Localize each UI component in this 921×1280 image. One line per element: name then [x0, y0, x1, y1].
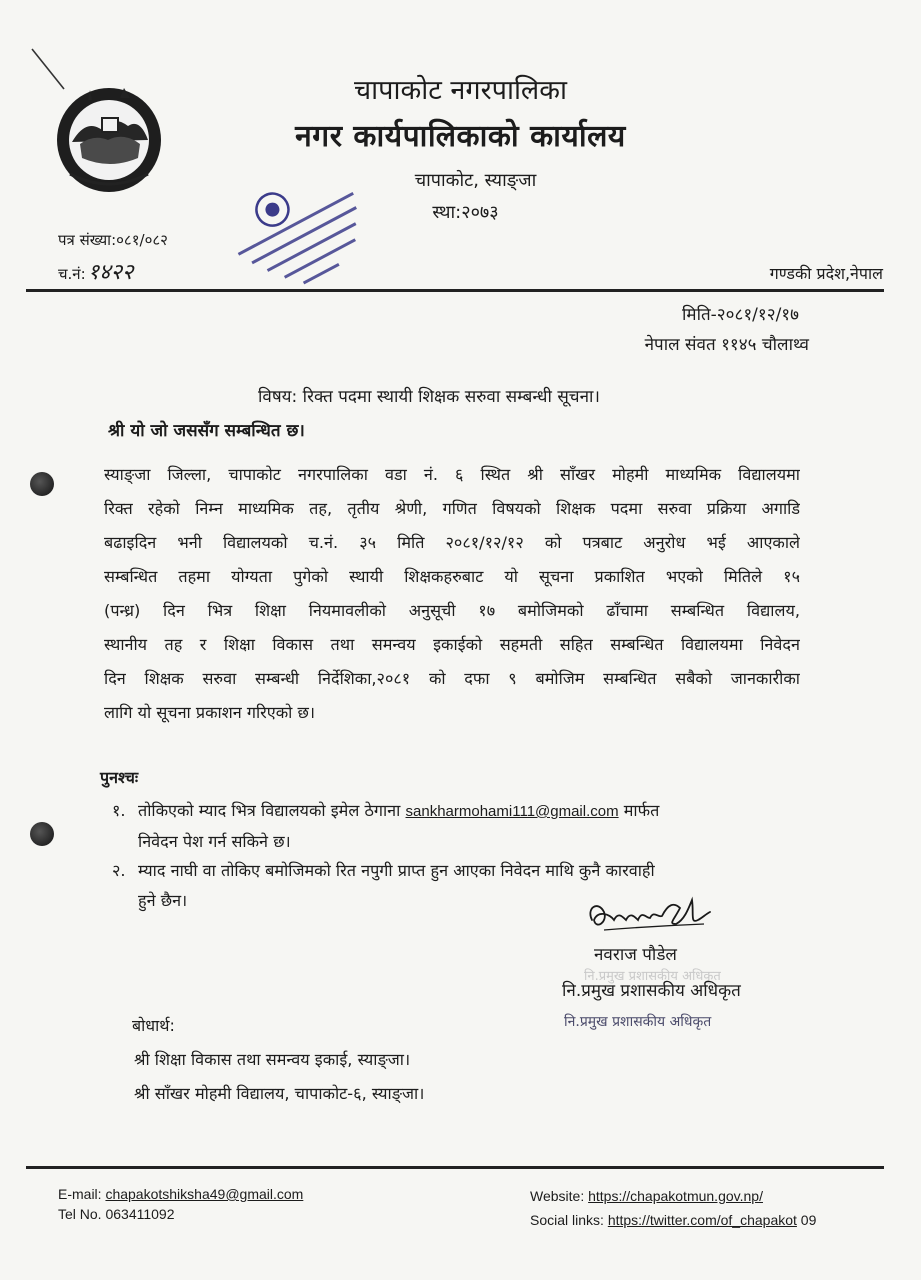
footer-telephone: Tel No. 063411092 [58, 1206, 175, 1222]
signer-title: नि.प्रमुख प्रशासकीय अधिकृत [562, 981, 741, 1001]
office-name: नगर कार्यपालिकाको कार्यालय [295, 119, 626, 154]
office-address: चापाकोट, स्याङ्जा [414, 170, 537, 191]
notice-body [104, 458, 800, 730]
body-line: स्याङ्जा जिल्ला, चापाकोट नगरपालिका वडा नं. ६ स्थित श्री साँखर मोहमी माध्यमिक विद्यालयमा [104, 465, 800, 484]
body-line: बढाइदिन भनी विद्यालयको च.नं. ३५ मिति २०८१/१२/१२ को पत्रबाट अनुरोध भई आएकाले [104, 533, 800, 552]
footer-email [58, 1186, 303, 1202]
postscript-item-1 [112, 796, 812, 857]
letter-date: मिति-२०८१/१२/१७ [682, 305, 799, 325]
cc-label: बोधार्थ: [132, 1016, 175, 1035]
social-link[interactable]: https://twitter.com/of_chapakot [607, 1212, 797, 1228]
established-year: स्था:२०७३ [432, 202, 499, 223]
postscript-number: २. [112, 861, 126, 880]
province: गण्डकी प्रदेश,नेपाल [769, 264, 883, 283]
binder-hole [30, 472, 54, 496]
postscript-text: म्याद नाघी वा तोकिए बमोजिमको रित नपुगी प्राप्त हुन आएका निवेदन माथि कुनै कारवाही [138, 861, 655, 880]
dispatch-label: च.नं: [58, 265, 86, 283]
website-label: Website: [530, 1188, 589, 1204]
faint-title: नि.प्रमुख प्रशासकीय अधिकृत [584, 969, 721, 984]
postscript-number: १. [112, 801, 126, 820]
email-label: E-mail: [58, 1186, 106, 1202]
binder-hole [30, 822, 54, 846]
header-rule [26, 289, 884, 292]
body-line: (पन्ध्र) दिन भित्र शिक्षा नियमावलीको अनुसूची १७ बमोजिमको ढाँचामा सम्बन्धित विद्यालय, [104, 601, 800, 620]
school-email-link[interactable]: sankharmohami111@gmail.com [405, 803, 619, 820]
title-stamp: नि.प्रमुख प्रशासकीय अधिकृत [564, 1014, 712, 1030]
municipality-name: चापाकोट नगरपालिका [354, 75, 567, 106]
body-line: स्थानीय तह र शिक्षा विकास तथा समन्वय इकाईको सहमती सहित सम्बन्धित विद्यालयमा निवेदन [104, 635, 800, 654]
footer-website [530, 1188, 763, 1204]
website-link[interactable]: https://chapakotmun.gov.np/ [588, 1188, 763, 1204]
cc-item: श्री साँखर मोहमी विद्यालय, चापाकोट-६, स्याङ्जा। [134, 1084, 425, 1103]
cc-item: श्री शिक्षा विकास तथा समन्वय इकाई, स्याङ्जा। [134, 1050, 411, 1069]
postscript-label: पुनश्चः [100, 768, 139, 787]
subject-line: विषय: रिक्त पदमा स्थायी शिक्षक सरुवा सम्बन्धी सूचना। [258, 387, 600, 407]
postscript-text: हुने छैन। [138, 891, 188, 910]
postscript-text: मार्फत [618, 801, 660, 820]
dispatch-number [58, 256, 133, 286]
office-email-link[interactable]: chapakotshiksha49@gmail.com [105, 1186, 304, 1202]
footer-rule [26, 1166, 884, 1169]
letter-number: पत्र संख्या:०८१/०८२ [58, 231, 168, 249]
social-label: Social links: [530, 1212, 608, 1228]
body-line: रिक्त रहेको निम्न माध्यमिक तह, तृतीय श्रेणी, गणित विषयको शिक्षक पदमा सरुवा प्रक्रिया अगाडि [104, 499, 800, 518]
social-suffix: 09 [796, 1212, 817, 1228]
postscript-text: तोकिएको म्याद भित्र विद्यालयको इमेल ठेगाना [138, 801, 406, 820]
footer-social [530, 1212, 816, 1228]
body-line: दिन शिक्षक सरुवा सम्बन्धी निर्देशिका,२०८१ को दफा ९ बमोजिम सम्बन्धित सबैको जानकारीका [104, 669, 800, 688]
body-line: लागि यो सूचना प्रकाशन गरिएको छ। [104, 703, 315, 722]
postscript-text: निवेदन पेश गर्न सकिने छ। [138, 832, 291, 851]
signer-name: नवराज पौडेल [594, 945, 677, 965]
dispatch-value: १४२२ [87, 260, 134, 285]
nepal-era-date: नेपाल संवत ११४५ चौलाथ्व [644, 335, 809, 355]
signature [584, 890, 714, 940]
body-line: सम्बन्धित तहमा योग्यता पुगेको स्थायी शिक्षकहरुबाट यो सूचना प्रकाशित भएको मितिले १५ [104, 567, 800, 586]
addressee: श्री यो जो जससँग सम्बन्धित छ। [108, 421, 305, 441]
